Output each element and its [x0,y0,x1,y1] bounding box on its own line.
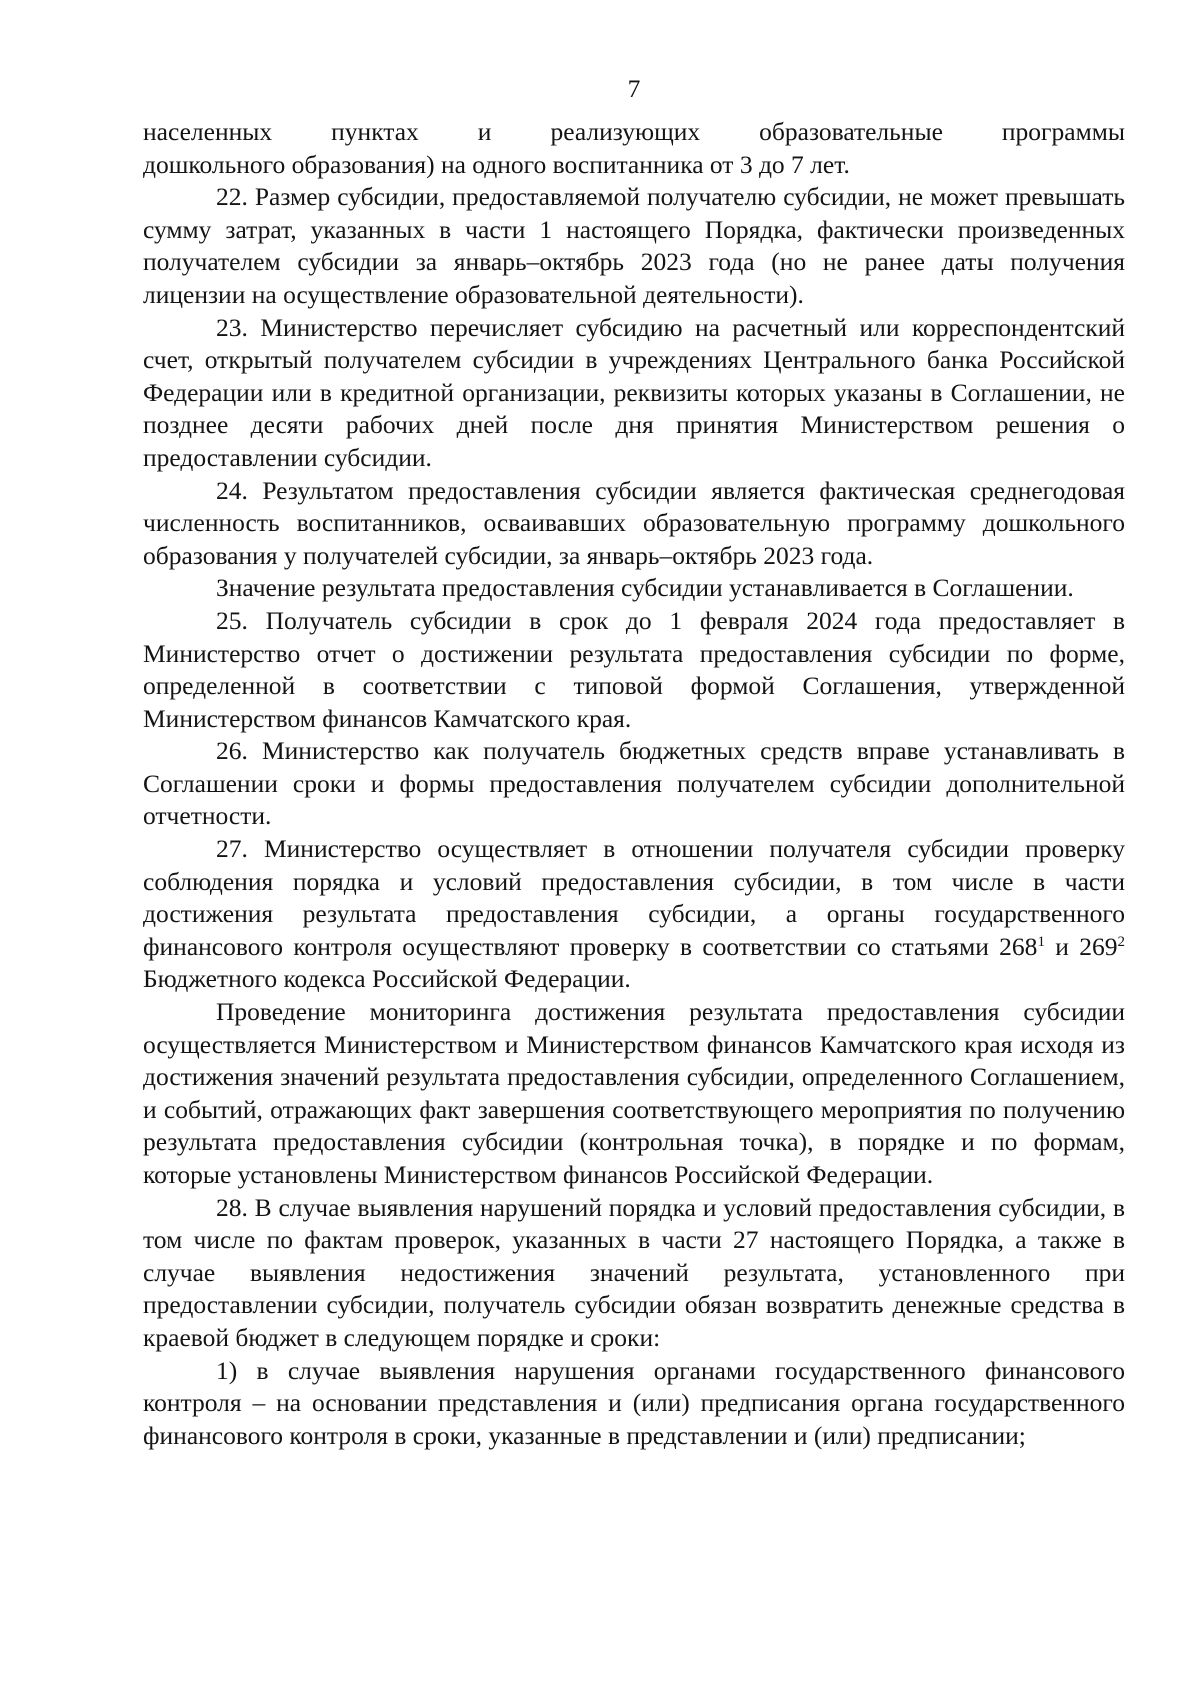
paragraph-23: 23. Министерство перечисляет субсидию на расчетный или корреспондентский счет, открытый получателем субсидии в учреждениях Центрального банка Российской Федерации или в кредитной организации, реквизиты которых указаны в Соглашении, не позднее десяти рабочих дней после дня принятия Министерством решения о предоставлении субсидии. [143,312,1125,472]
paragraph-28-item-1: 1) в случае выявления нарушения органами государственного финансового контроля – на основании представления и (или) предписания органа государственного финансового контроля в сроки, указанные в представлении и (или) предписании; [143,1355,1125,1450]
paragraph-24: 24. Результатом предоставления субсидии является фактическая среднегодовая численность воспитанников, осваивавших образовательную программу дошкольного образования у получателей субсидии, за январь–октябрь 2023 года. [143,475,1125,570]
paragraph-27-text-middle: и 269 [1044,931,1118,961]
document-page [143,70,1125,1452]
paragraph-27-monitoring: Проведение мониторинга достижения результата предоставления субсидии осуществляется Министерством и Министерством финансов Камчатского края исходя из достижения значений результата предоставления субсидии, определенного Соглашением, и событий, отражающих факт завершения соответствующего мероприятия по получению результата предоставления субсидии (контрольная точка), в порядке и по формам, которые установлены Министерством финансов Российской Федерации. [143,997,1125,1189]
footnote-superscript: 2 [1117,933,1125,950]
paragraph-line-2: дошкольного образования) на одного воспитанника от 3 до 7 лет. [143,149,850,179]
paragraph-28: 28. В случае выявления нарушений порядка и условий предоставления субсидии, в том числе по фактам проверок, указанных в части 27 настоящего Порядка, а также в случае выявления недостижения значений результата, установленного при предоставлении субсидии, получатель субсидии обязан возвратить денежные средства в краевой бюджет в следующем порядке и сроки: [143,1192,1125,1352]
paragraph-continuation [143,116,1125,181]
footnote-superscript: 1 [1037,933,1045,950]
paragraph-27-text: 27. Министерство осуществляет в отношении получателя субсидии проверку соблюдения порядка и условий предоставления субсидии, в том числе в части достижения результата предоставления субсидии, а органы государственного финансового контроля осуществляют проверку в соответствии со статьями 268 [143,834,1125,961]
paragraph-line-1: населенных пунктах и реализующих образовательные программы [143,117,1125,146]
paragraph-26: 26. Министерство как получатель бюджетных средств вправе устанавливать в Соглашении сроки и формы предоставления получателем субсидии дополнительной отчетности. [143,736,1125,831]
paragraph-25: 25. Получатель субсидии в срок до 1 февраля 2024 года предоставляет в Министерство отчет о достижении результата предоставления субсидии по форме, определенной в соответствии с типовой формой Соглашения, утвержденной Министерством финансов Камчатского края. [143,605,1125,733]
paragraph-22: 22. Размер субсидии, предоставляемой получателю субсидии, не может превышать сумму затрат, указанных в части 1 настоящего Порядка, фактически произведенных получателем субсидии за январь–октябрь 2023 года (но не ранее даты получения лицензии на осуществление образовательной деятельности). [143,182,1125,309]
paragraph-24-value: Значение результата предоставления субсидии устанавливается в Соглашении. [216,573,1074,603]
page-number: 7 [627,74,641,103]
paragraph-27 [143,833,1125,996]
paragraph-27-text-end: Бюджетного кодекса Российской Федерации. [143,964,631,994]
